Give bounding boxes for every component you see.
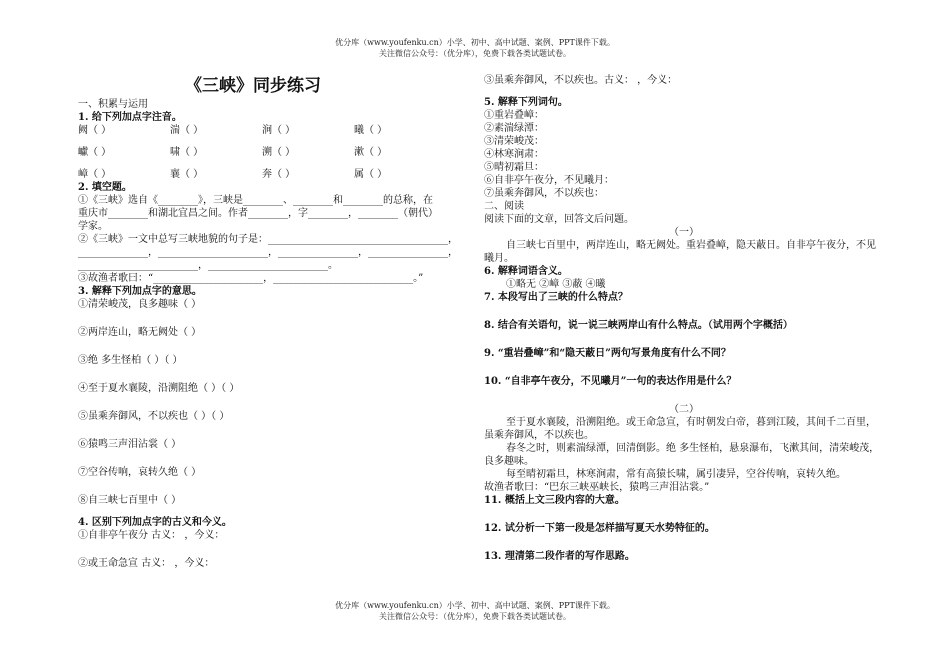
q5-item-5: ⑤晴初霜旦： bbox=[484, 162, 544, 173]
q6-options: ①略无 ②嶂 ③蔽 ④曦 bbox=[506, 279, 606, 290]
pinyin-item: 曦（ ） bbox=[354, 125, 388, 136]
q2-fill-2b: ______________，______________________，________________，________________， bbox=[78, 247, 458, 258]
question-5: 5. 解释下列词句。 bbox=[484, 97, 568, 108]
part-2-label: （二） bbox=[669, 404, 699, 415]
q3-item-7: ⑦空谷传响，哀转久绝（ ） bbox=[78, 467, 202, 478]
question-1 bbox=[78, 111, 470, 124]
q4-item-1: ①自非亭午夜分 古义： ，今义： bbox=[78, 530, 225, 541]
pinyin-item: 湍（ ） bbox=[170, 125, 204, 136]
page-footer bbox=[0, 600, 950, 622]
header-line-1: 优分库（www.youfenku.cn）小学、初中、高中试题、案例、PPT课件下载。 bbox=[335, 38, 615, 47]
part-2-paragraph-2: 春冬之时，则素湍绿潭，回清倒影。绝 多生怪柏，悬泉瀑布，飞漱其间，清荣峻茂，良多趣味。 bbox=[484, 443, 880, 467]
section-heading-2: 二、阅读 bbox=[484, 201, 524, 212]
part-2-paragraph-3b: 故渔者歌曰：“巴东三峡巫峡长，猿鸣三声泪沾裳。” bbox=[484, 482, 710, 493]
pinyin-item: 漱（ ） bbox=[354, 147, 388, 158]
question-8: 8. 结合有关语句，说一说三峡两岸山有什么特点。（试用两个字概括） bbox=[484, 320, 793, 331]
pinyin-item: 阙（ ） bbox=[78, 125, 112, 136]
q4-item-3: ③虽乘奔御风，不以疾也。古义： ，今义： bbox=[484, 75, 678, 86]
pinyin-item: 襄（ ） bbox=[170, 169, 204, 180]
q4-item-2: ②或王命急宣 古义： ，今义： bbox=[78, 558, 215, 569]
part-1-label: （一） bbox=[669, 227, 699, 238]
question-9: 9. “重岩叠嶂”和“隐天蔽日”两句写景角度有什么不同？ bbox=[484, 348, 731, 359]
q2-fill-1c: 学家。 bbox=[78, 221, 108, 232]
q2-fill-1a: ①《三峡》选自《________》，三峡是________、________和________的总称，在 bbox=[78, 195, 433, 206]
footer-line-1: 优分库（www.youfenku.cn）小学、初中、高中试题、案例、PPT课件下载。 bbox=[335, 601, 615, 610]
question-12: 12. 试分析一下第一段是怎样描写夏天水势特征的。 bbox=[484, 523, 715, 534]
pinyin-row-3 bbox=[78, 168, 470, 181]
q2-fill-2c: ________________________，________________________。 bbox=[78, 260, 338, 271]
question-4: 4. 区别下列加点字的古义和今义。 bbox=[78, 517, 232, 528]
question-7: 7. 本段写出了三峡的什么特点？ bbox=[484, 292, 628, 303]
pinyin-item: 涧（ ） bbox=[262, 125, 296, 136]
pinyin-item: 溯（ ） bbox=[262, 147, 296, 158]
q5-item-1: ①重岩叠嶂： bbox=[484, 110, 544, 121]
page-header bbox=[0, 37, 950, 59]
pinyin-item: 啸（ ） bbox=[170, 147, 204, 158]
question-2: 2. 填空题。 bbox=[78, 182, 132, 193]
q2-fill-3: ③故渔者歌曰：“______________________，____________________________。” bbox=[78, 273, 424, 284]
right-column bbox=[484, 74, 884, 563]
left-column bbox=[78, 74, 470, 570]
pinyin-row-1 bbox=[78, 124, 470, 137]
q5-item-2: ②素湍绿潭： bbox=[484, 123, 544, 134]
question-11: 11. 概括上文三段内容的大意。 bbox=[484, 495, 625, 506]
pinyin-row-2 bbox=[78, 146, 470, 159]
question-3: 3. 解释下列加点字的意思。 bbox=[78, 286, 202, 297]
pinyin-item: 巘（ ） bbox=[78, 147, 112, 158]
q5-item-7: ⑦虽乘奔御风，不以疾也： bbox=[484, 188, 604, 199]
q3-item-1: ①清荣峻茂，良多趣味（ ） bbox=[78, 299, 202, 310]
question-13: 13. 理清第二段作者的写作思路。 bbox=[484, 551, 635, 562]
q3-item-6: ⑥猿鸣三声泪沾裳（ ） bbox=[78, 439, 182, 450]
footer-line-2: 关注微信公众号：（优分库），免费下载各类试题试卷。 bbox=[379, 612, 571, 621]
question-10: 10. “自非亭午夜分，不见曦月”一句的表达作用是什么？ bbox=[484, 376, 737, 387]
part-1-text: 自三峡七百里中，两岸连山，略无阙处。重岩叠嶂，隐天蔽日。自非亭午夜分，不见曦月。 bbox=[484, 240, 876, 264]
q3-item-5: ⑤虽乘奔御风，不以疾也（ ）（ ） bbox=[78, 411, 230, 422]
q2-fill-2a: ②《三峡》一文中总写三峡地貌的句子是：____________________________________， bbox=[78, 234, 458, 245]
q3-item-3: ③绝 多生怪柏（ ）（ ） bbox=[78, 355, 183, 366]
q5-item-6: ⑥自非亭午夜分，不见曦月： bbox=[484, 175, 614, 186]
q3-item-8: ⑧自三峡七百里中（ ） bbox=[78, 495, 182, 506]
q3-item-4: ④至于夏水襄陵，沿溯阻绝（ ）（ ） bbox=[78, 383, 240, 394]
page-title: 《三峡》同步练习 bbox=[185, 76, 321, 96]
section-heading-1: 一、积累与运用 bbox=[78, 99, 148, 110]
part-2-paragraph-3a: 每至晴初霜旦，林寒涧肃，常有高猿长啸，属引凄异，空谷传响，哀转久绝。 bbox=[506, 469, 846, 480]
q5-item-4: ④林寒涧肃： bbox=[484, 149, 544, 160]
q2-fill-1b: 重庆市________和湖北宜昌之间。作者________，字________，________（朝代） bbox=[78, 208, 438, 219]
header-line-2: 关注微信公众号：（优分库），免费下载各类试题试卷。 bbox=[379, 49, 571, 58]
question-6: 6. 解释词语含义。 bbox=[484, 266, 568, 277]
pinyin-item: 奔（ ） bbox=[262, 169, 296, 180]
q5-item-3: ③清荣峻茂： bbox=[484, 136, 544, 147]
part-2-paragraph-1: 至于夏水襄陵，沿溯阻绝。或王命急宣，有时朝发白帝，暮到江陵，其间千二百里，虽乘奔御风，不以疾也。 bbox=[484, 417, 876, 441]
reading-intro: 阅读下面的文章，回答文后问题。 bbox=[484, 214, 634, 225]
q1-label: 1. 给下列加点字注音。 bbox=[78, 112, 182, 123]
q3-item-2: ②两岸连山，略无阙处（ ） bbox=[78, 327, 202, 338]
pinyin-item: 嶂（ ） bbox=[78, 169, 112, 180]
pinyin-item: 属（ ） bbox=[354, 169, 388, 180]
